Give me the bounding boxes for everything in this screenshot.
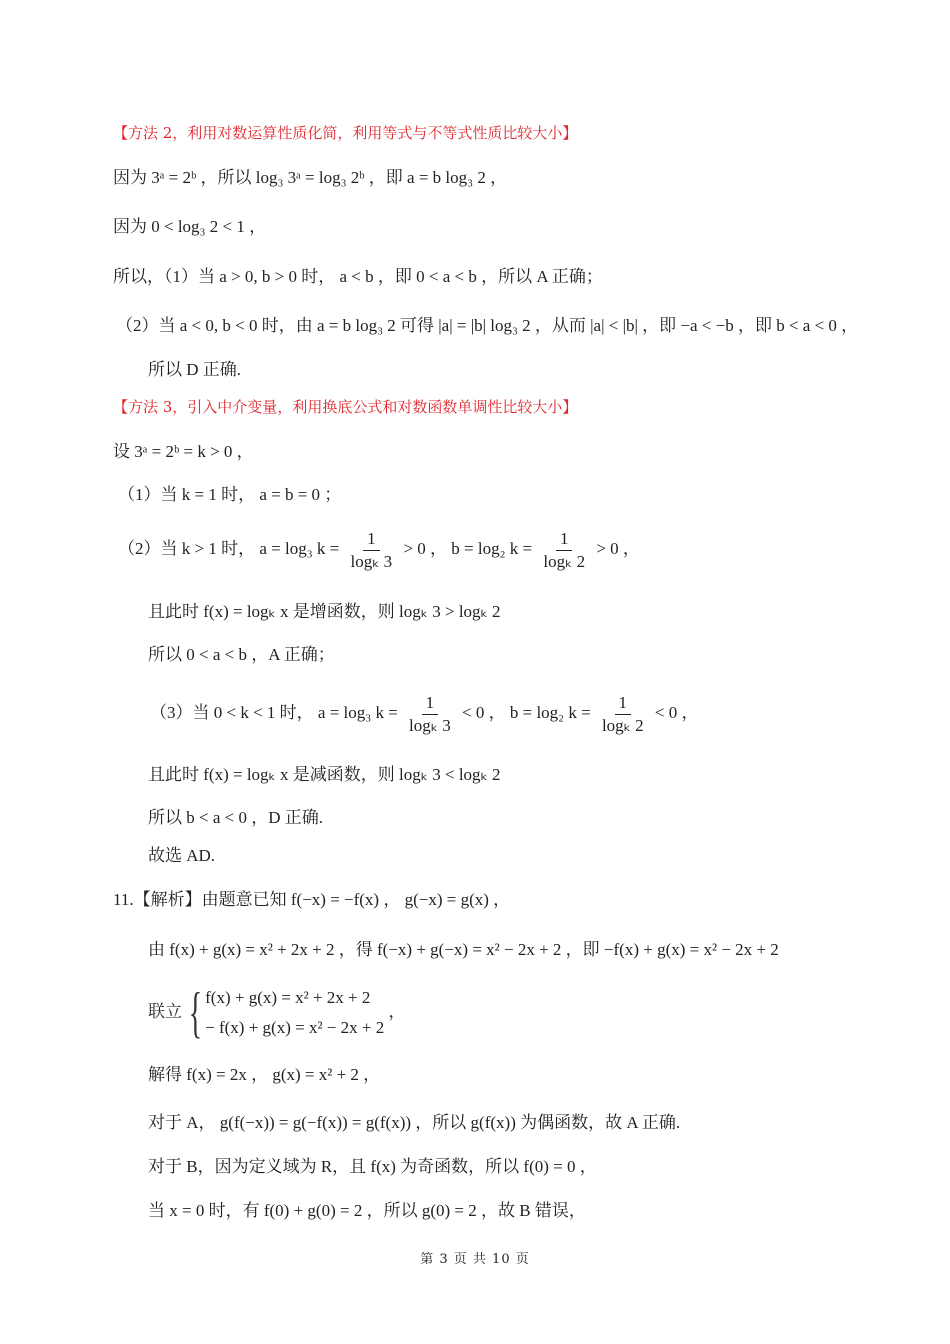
q11-option-b1: 对于 B，因为定义域为 R，且 f(x) 为奇函数，所以 f(0) = 0 ，	[148, 1157, 597, 1176]
frac-den: logₖ 3	[409, 715, 451, 735]
method3-case2	[118, 525, 640, 573]
fraction-b	[598, 693, 648, 736]
fraction-b	[539, 529, 589, 572]
case3-decreasing: 且此时 f(x) = logₖ x 是减函数，则 logₖ 3 < logₖ 2	[148, 765, 501, 784]
case3-pre: （3）当 0 < k < 1 时， a = log₃ k =	[150, 703, 398, 722]
q11-system	[148, 982, 406, 1045]
frac-den: logₖ 2	[543, 551, 586, 571]
method2-line-5: 所以 D 正确.	[148, 360, 242, 379]
case2-post: > 0 ，	[596, 539, 640, 558]
fraction-a	[346, 529, 396, 572]
page-footer: 第 3 页 共 10 页	[420, 1252, 530, 1267]
case3-post: < 0 ，	[654, 703, 699, 722]
method2-line-1: 因为 3ᵃ = 2ᵇ ，所以 log₃ 3ᵃ = log₃ 2ᵇ ，即 a = b log₃ 2 ，	[113, 168, 508, 187]
method3-set: 设 3ᵃ = 2ᵇ = k > 0 ，	[113, 442, 254, 461]
q11-derive: 由 f(x) + g(x) = x² + 2x + 2 ，得 f(−x) + g(−x) = x² − 2x + 2 ，即 −f(x) + g(x) = x² − 2x + 2	[148, 940, 779, 959]
frac-num: 1	[422, 693, 439, 715]
case2-increasing: 且此时 f(x) = logₖ x 是增函数，则 logₖ 3 > logₖ 2	[148, 602, 501, 621]
equation-system	[186, 982, 385, 1045]
frac-num: 1	[615, 693, 632, 715]
frac-num: 1	[363, 529, 380, 551]
system-eq-1: f(x) + g(x) = x² + 2x + 2	[205, 988, 371, 1008]
method3-case1: （1）当 k = 1 时， a = b = 0 ；	[118, 485, 342, 504]
system-eq-2: − f(x) + g(x) = x² − 2x + 2	[205, 1018, 385, 1038]
method2-line-4: （2）当 a < 0, b < 0 时，由 a = b log₃ 2 可得 |a| = |b| log₃ 2 ，从而 |a| < |b| ，即 −a < −b ，即 b < a < 0 ，	[116, 316, 859, 335]
frac-den: logₖ 2	[601, 715, 644, 735]
q11-solve: 解得 f(x) = 2x ， g(x) = x² + 2 ，	[148, 1065, 381, 1084]
q11-intro: 11.【解析】由题意已知 f(−x) = −f(x) ， g(−x) = g(x) ，	[113, 890, 511, 909]
answer: 故选 AD.	[148, 846, 216, 865]
method3-case3	[150, 689, 699, 737]
method2-line-3: 所以，（1）当 a > 0, b > 0 时， a < b ，即 0 < a < b ，所以 A 正确；	[113, 267, 603, 286]
method2-heading: 【方法 2，利用对数运算性质化简，利用等式与不等式性质比较大小】	[113, 124, 578, 142]
method3-heading: 【方法 3，引入中介变量，利用换底公式和对数函数单调性比较大小】	[113, 398, 578, 416]
frac-den: logₖ 3	[350, 551, 393, 571]
case3-conclusion: 所以 b < a < 0 ，D 正确.	[148, 808, 323, 827]
fraction-a	[405, 693, 455, 736]
case2-conclusion: 所以 0 < a < b ，A 正确；	[148, 645, 335, 664]
system-comma: ，	[388, 1002, 406, 1021]
case3-mid: < 0 ， b = log₂ k =	[462, 703, 591, 722]
q11-option-a: 对于 A， g(f(−x)) = g(−f(x)) = g(f(x)) ，所以 g(f(x)) 为偶函数，故 A 正确.	[148, 1113, 681, 1132]
case2-mid: > 0 ， b = log₂ k =	[403, 539, 533, 558]
q11-option-b2: 当 x = 0 时，有 f(0) + g(0) = 2 ，所以 g(0) = 2 ，故 B 错误，	[148, 1201, 586, 1220]
system-label: 联立	[148, 1002, 182, 1021]
case2-pre: （2）当 k > 1 时， a = log₃ k =	[118, 539, 340, 558]
brace-icon: {	[188, 982, 203, 1045]
frac-num: 1	[556, 529, 573, 551]
method2-line-2: 因为 0 < log₃ 2 < 1 ，	[113, 217, 267, 236]
